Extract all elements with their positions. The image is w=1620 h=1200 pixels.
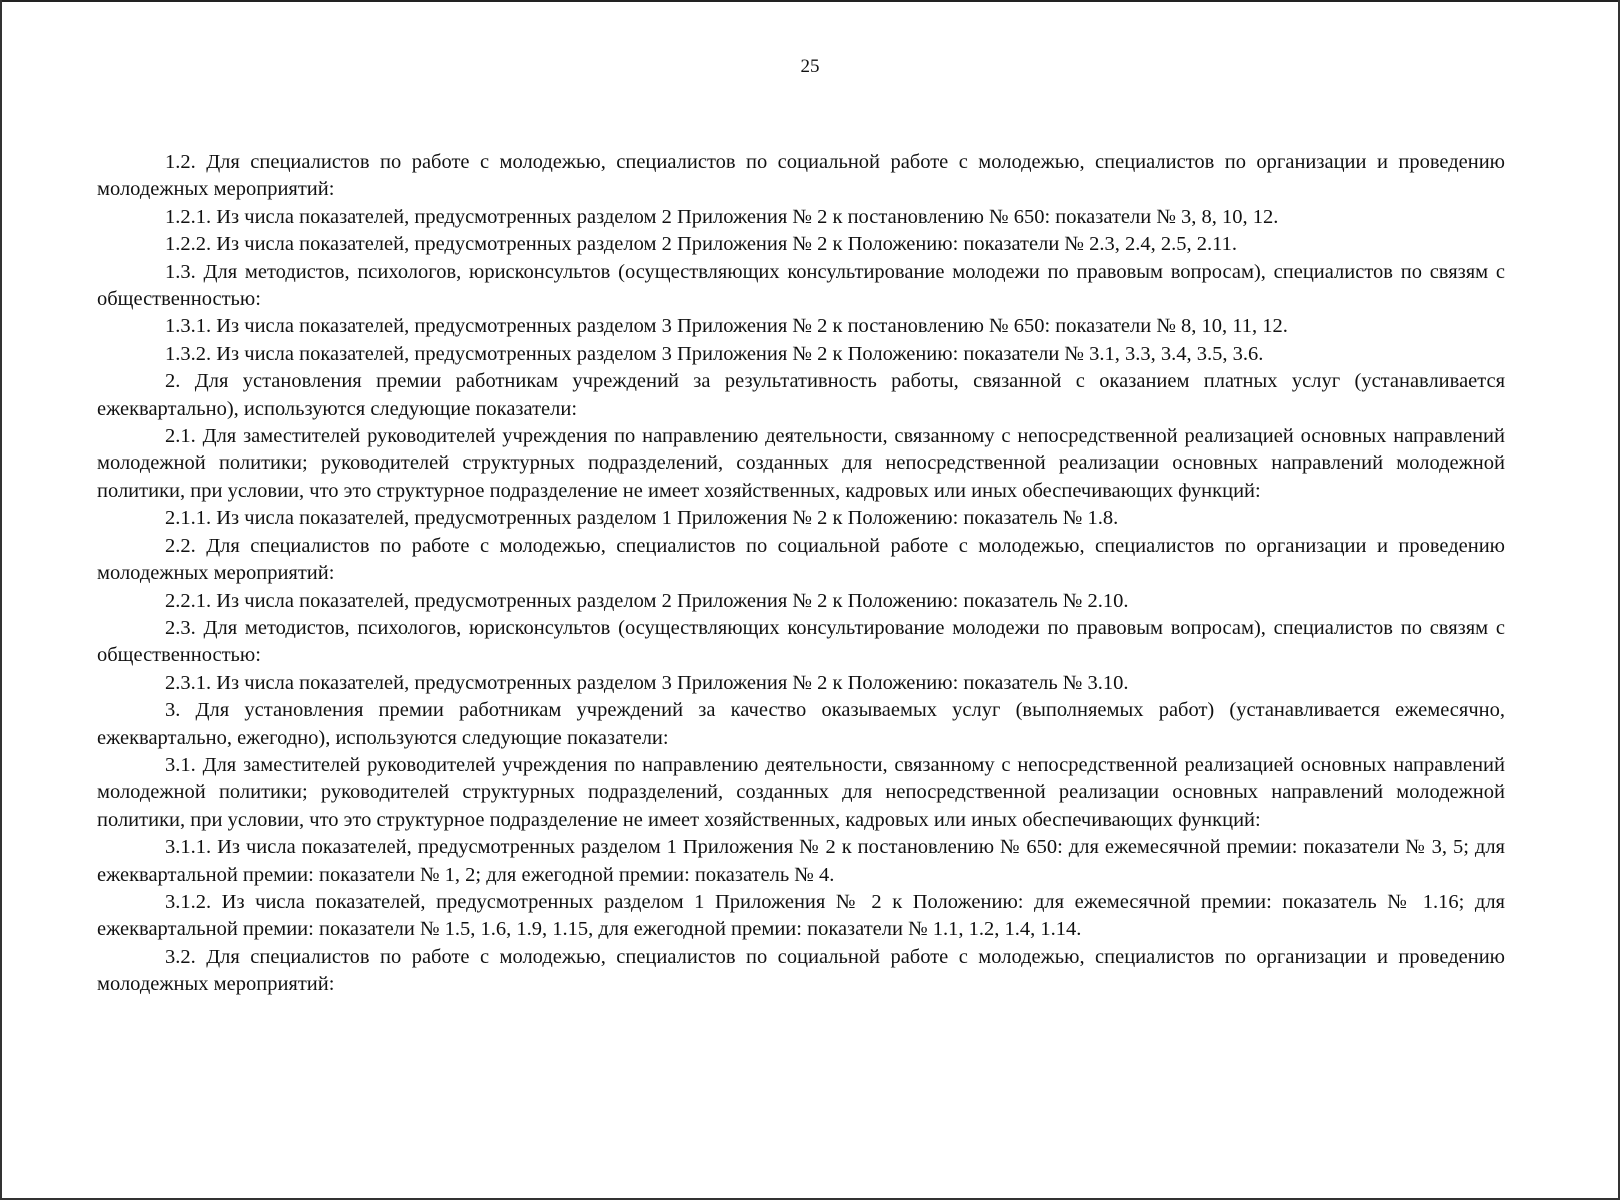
paragraph-1-3-2: 1.3.2. Из числа показателей, предусмотренных разделом 3 Приложения № 2 к Положению: показатели № 3.1, 3.3, 3.4, 3.5, 3.6. [165,342,1264,365]
scan-edge-left [0,0,2,1200]
paragraph-2-2: 2.2. Для специалистов по работе с молодежью, специалистов по социальной работе с молодежью, специалистов по организации и проведению молодежных мероприятий: [97,534,1505,585]
paragraph-3-1: 3.1. Для заместителей руководителей учреждения по направлению деятельности, связанному с непосредственной реализацией основных направлений молодежной политики; руководителей структурных подразделений, созданных для непосредственной реализации основных направлений молодежной политики, при условии, что это структурное подразделение не имеет хозяйственных, кадровых или иных обеспечивающих функций: [97,753,1505,831]
document-body [97,149,1505,999]
paragraph-2-3: 2.3. Для методистов, психологов, юрисконсультов (осуществляющих консультирование молодежи по правовым вопросам), специалистов по связям с общественностью: [97,616,1505,667]
paragraph-3-2: 3.2. Для специалистов по работе с молодежью, специалистов по социальной работе с молодежью, специалистов по организации и проведению молодежных мероприятий: [97,945,1505,996]
paragraph-2-1-1: 2.1.1. Из числа показателей, предусмотренных разделом 1 Приложения № 2 к Положению: показатель № 1.8. [165,507,1119,530]
paragraph-2-1: 2.1. Для заместителей руководителей учреждения по направлению деятельности, связанному с непосредственной реализацией основных направлений молодежной политики; руководителей структурных подразделений, созданных для непосредственной реализации основных направлений молодежной политики, при условии, что это структурное подразделение не имеет хозяйственных, кадровых или иных обеспечивающих функций: [97,425,1505,502]
paragraph-1-2-1: 1.2.1. Из числа показателей, предусмотренных разделом 2 Приложения № 2 к постановлению № 650: показатели № 3, 8, 10, 12. [165,205,1279,228]
paragraph-2: 2. Для установления премии работникам учреждений за результативность работы, связанной с оказанием платных услуг (устанавливается ежеквартально), используются следующие показатели: [97,370,1505,420]
paragraph-3: 3. Для установления премии работникам учреждений за качество оказываемых услуг (выполняемых работ) (устанавливается ежемесячно, ежеквартально, ежегодно), используются следующие показатели: [97,699,1505,749]
paragraph-2-3-1: 2.3.1. Из числа показателей, предусмотренных разделом 3 Приложения № 2 к Положению: показатель № 3.10. [165,671,1129,694]
paragraph-1-3-1: 1.3.1. Из числа показателей, предусмотренных разделом 3 Приложения № 2 к постановлению № 650: показатели № 8, 10, 11, 12. [165,315,1288,338]
paragraph-1-2-2: 1.2.2. Из числа показателей, предусмотренных разделом 2 Приложения № 2 к Положению: показатели № 2.3, 2.4, 2.5, 2.11. [165,233,1237,256]
paragraph-1-3: 1.3. Для методистов, психологов, юрисконсультов (осуществляющих консультирование молодежи по правовым вопросам), специалистов по связям с общественностью: [97,260,1505,311]
paragraph-1-2: 1.2. Для специалистов по работе с молодежью, специалистов по социальной работе с молодежью, специалистов по организации и проведению молодежных мероприятий: [97,151,1505,201]
scan-edge-top [0,0,1620,2]
paragraph-3-1-1: 3.1.1. Из числа показателей, предусмотренных разделом 1 Приложения № 2 к постановлению № 650: для ежемесячной премии: показатели № 3, 5; для ежеквартальной премии: показатели № 1, 2; для ежегодной премии: показатель № 4. [97,836,1505,886]
paragraph-2-2-1: 2.2.1. Из числа показателей, предусмотренных разделом 2 Приложения № 2 к Положению: показатель № 2.10. [165,589,1129,612]
page-number: 25 [800,56,820,77]
paragraph-3-1-2: 3.1.2. Из числа показателей, предусмотренных разделом 1 Приложения № 2 к Положению: для ежемесячной премии: показатель № 1.16; для ежеквартальной премии: показатели № 1.5, 1.6, 1.9, 1.15, для ежегодной премии: показатели № 1.1, 1.2, 1.4, 1.14. [97,890,1505,941]
